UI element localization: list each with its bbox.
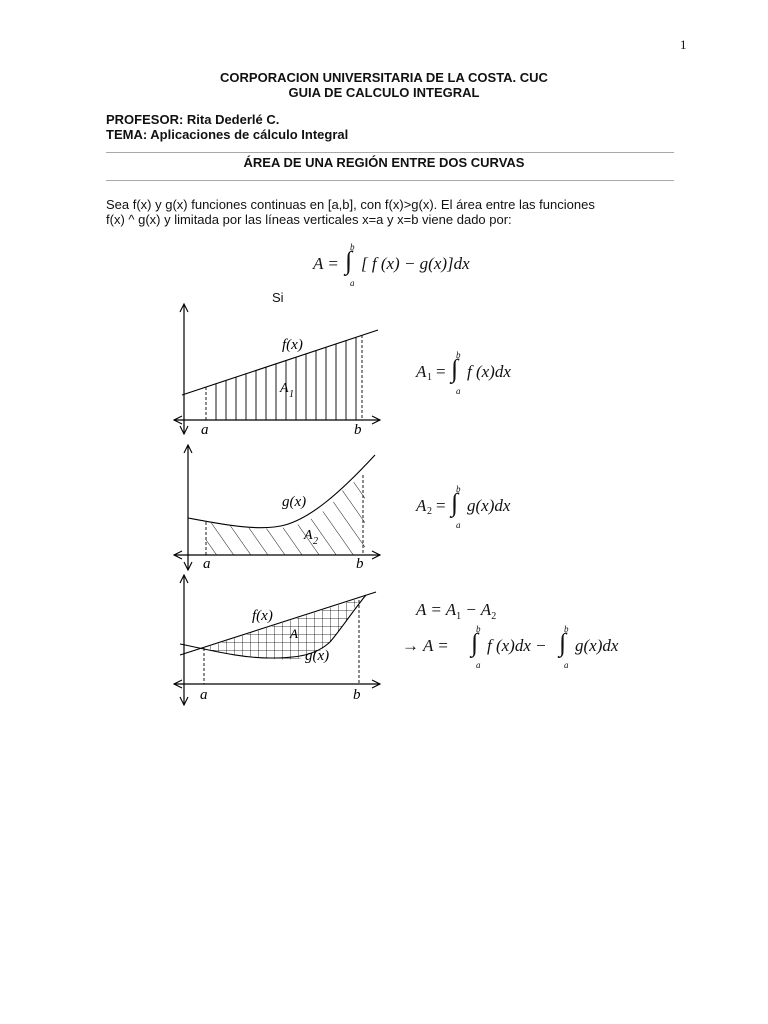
a1-lower: a <box>456 386 461 396</box>
a2-upper: b <box>456 484 461 494</box>
g1-area-label: A <box>280 381 289 396</box>
formula-result <box>402 624 642 674</box>
g1-curve-label: f(x) <box>282 337 303 353</box>
g2-area-label: A <box>304 528 313 543</box>
a1-lhs-sub: 1 <box>427 372 432 383</box>
result-integral-2: ∫ <box>559 628 567 657</box>
a1-integral-sign: ∫ <box>451 354 459 383</box>
g2-area-sub: 2 <box>313 536 318 547</box>
page-number: 1 <box>680 37 687 52</box>
result-upper-1: b <box>476 624 481 634</box>
g3-b-label: b <box>353 687 361 703</box>
g3-g-label: g(x) <box>305 648 330 664</box>
formula-a2 <box>416 484 556 534</box>
result-lower-2: a <box>564 660 569 670</box>
result-lhs: → A = <box>402 636 449 655</box>
si-label: Si <box>272 290 284 305</box>
a1-lhs-base: A <box>416 362 427 381</box>
main-formula-integrand: [ f (x) − g(x)]dx <box>361 254 470 273</box>
main-lower-limit: a <box>350 278 355 288</box>
g2-hatching <box>206 470 366 556</box>
a2-lhs-base: A <box>416 496 427 515</box>
formula-difference <box>416 600 536 624</box>
main-formula <box>313 242 493 292</box>
result-integrand-1: f (x)dx − <box>487 636 547 655</box>
result-integral-1: ∫ <box>471 628 479 657</box>
section-title: ÁREA DE UNA REGIÓN ENTRE DOS CURVAS <box>243 155 525 170</box>
course-title: GUIA DE CALCULO INTEGRAL <box>288 85 480 100</box>
g3-f-label: f(x) <box>252 608 273 624</box>
a1-integrand: f (x)dx <box>467 362 511 381</box>
integral-sign: ∫ <box>345 246 353 275</box>
g1-b-label: b <box>354 422 362 438</box>
intro-line-2: f(x) ^ g(x) y limitada por las líneas verticales x=a y x=b viene dado por: <box>106 212 512 227</box>
a1-eq: = <box>436 362 446 381</box>
intro-line-1: Sea f(x) y g(x) funciones continuas en [a,b], con f(x)>g(x). El área entre las funciones <box>106 197 595 212</box>
a2-eq: = <box>436 496 446 515</box>
section-bottom-rule <box>106 180 674 181</box>
main-formula-lhs: A = <box>313 254 339 273</box>
formula-a1 <box>416 350 556 400</box>
g2-a-label: a <box>203 556 211 572</box>
diff-minus: − A <box>461 600 492 619</box>
section-top-rule <box>106 152 674 153</box>
a2-lhs-sub: 2 <box>427 506 432 517</box>
g1-area-sub: 1 <box>289 389 294 400</box>
graph-3 <box>170 570 385 710</box>
main-upper-limit: b <box>350 242 355 252</box>
result-lower-1: a <box>476 660 481 670</box>
profesor-line: PROFESOR: Rita Dederlé C. <box>106 112 280 127</box>
a1-upper: b <box>456 350 461 360</box>
g1-a-label: a <box>201 422 209 438</box>
graph-2 <box>170 440 385 575</box>
a2-integrand: g(x)dx <box>467 496 511 515</box>
a2-integral-sign: ∫ <box>451 488 459 517</box>
result-upper-2: b <box>564 624 569 634</box>
tema-line: TEMA: Aplicaciones de cálculo Integral <box>106 127 349 142</box>
g2-b-label: b <box>356 556 364 572</box>
institution-title: CORPORACION UNIVERSITARIA DE LA COSTA. CUC <box>220 70 548 85</box>
result-integrand-2: g(x)dx <box>575 636 619 655</box>
a2-lower: a <box>456 520 461 530</box>
g3-a-label: a <box>200 687 208 703</box>
diff-part-a: A = A <box>416 600 457 619</box>
graph-1 <box>170 300 385 440</box>
g2-curve-label: g(x) <box>282 494 307 510</box>
diff-sub-2: 2 <box>491 611 497 622</box>
diff-sub-1: 1 <box>456 611 462 622</box>
g3-area-label: A <box>290 626 298 641</box>
